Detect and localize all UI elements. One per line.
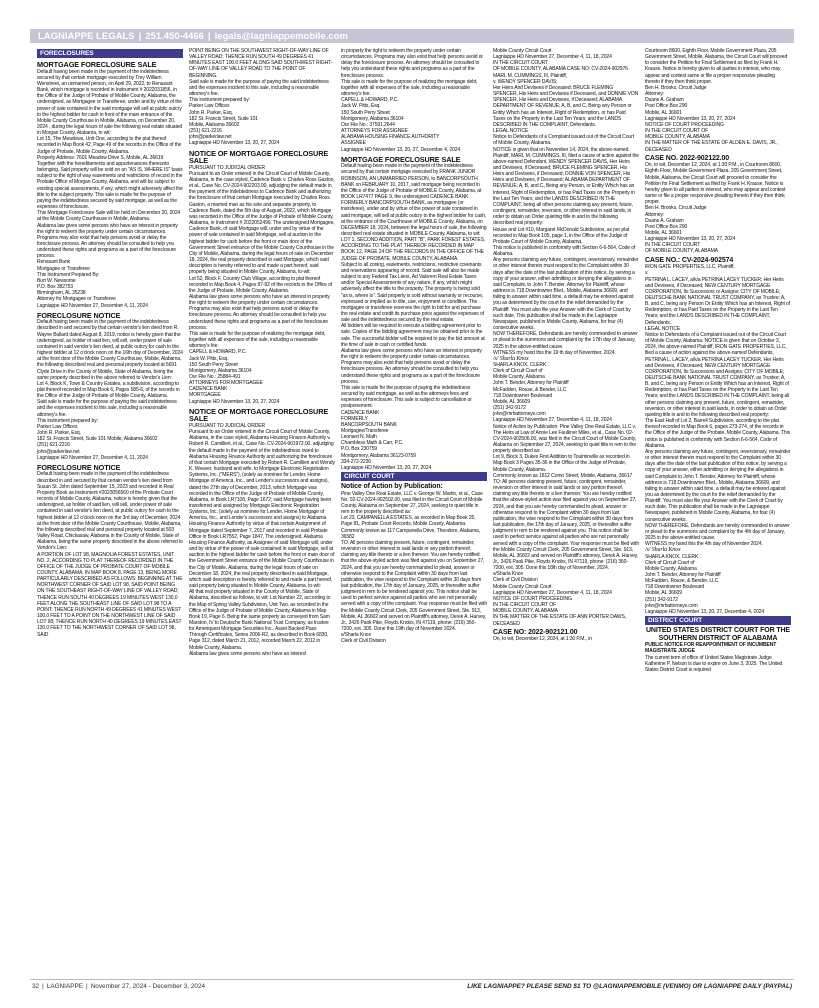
case-number: CASE NO.: CV-2024-902574 [645, 256, 734, 264]
notice-subheading: PUBLIC NOTICE FOR REAPPOINTMENT OF INCUMBENT MAGISTRATE JUDGE [645, 642, 777, 655]
notice-text: PURSUANT TO JUDICIAL ORDER Pursuant to an Order entered in the Circuit Court of Mobile County, Alabama, in the case styled, Alabama Housing Finance Authority v. Robert R. Camillieri, et al., Case No. CV-2024-901972.00, adjudging the default made in the payment of the indebtedness owed to Alabama Housing Finance Authority and authorizing the foreclosure of that certain Mortgage executed by Robert R. Camillieri and Wendy K. Weaver, husband and wife, to Mortgage Electronic Registration Systems, Inc. ("MERS"), (solely as nominee for Lender, Home Mortgage of America, Inc., and Lender's successors and assigns), dated the 27th day of December, 2013, which Mortgage was recorded in the Office of the Judge of Probate of Mobile County, Alabama, in Book LR7108, Page 1672; said Mortgage having been transferred and assigned by Mortgage Electronic Registration Systems, Inc. (solely as nominee for Lender, Home Mortgage of America, Inc., and Lender's successors and assigns) to Alabama Housing Finance Authority by virtue of that certain Assignment of Mortgage dated September 7, 2017 and recorded in said Probate Office in Book LR7552, Page 1847. The undersigned, Alabama Housing Finance Authority, as Assignee of said Mortgage will, under and by virtue of the power of sale contained in said Mortgage, sell at auction to the highest bidder for cash before the front or main door of the Government Street entrance of the Mobile County Courthouse in the City of Mobile, Alabama, during the legal hours of sale on December 18, 2024, the real property described in said Mortgage, which said description is hereby referred to and made a part hereof, said property being situated in Mobile County, Alabama, to-wit: [189, 422, 335, 590]
case-number: CASE NO: 2022-902121.00 [493, 628, 578, 636]
notice-signature: This instrument prepared by: Parker Law Offices John R. Parker, Esq. 182 St. Francis Street, Suite 101 Mobile, Alabama 36602 (251) 621-2216 john@parkerlaw.net [37, 417, 158, 455]
notice-text: On, to wit, December 12, 2024, at 1:30 P.M., in Courtroom 8600, Eighth Floor, Mobile Government Plaza, 205 Government Street, Mobile, Alabama, the Circuit Court will proceed to consider the Petition for Final Settlement as filed by Frank H. Krause. Notice is hereby given to all parties in interest, who may appear and contest same or file a proper responsive pleading thereto if they then think proper. Ben H. Brooks, Circuit Judge Attorney: Duane A. Graham Post Office Box 290 Mobile, AL 36601 [645, 162, 786, 236]
notice-text: Alabama law gives some persons who have an interest in property the right to redeem the property under certain circumstances. Programs may also exist that help persons avoid or delay the foreclosure process. An attorney should be consulted to help you understand these rights and programs as a part of the foreclosure process. [341, 347, 482, 385]
publication-tag: Lagniappe HD November 27, December 4, 11, 18, 2024 [493, 417, 612, 424]
footer-sep: | [42, 983, 44, 990]
publication-tag: Lagniappe HD November 13, 20, 27, 2024 [645, 115, 736, 122]
clerk-signature: /s/ Sharla Knox [493, 355, 529, 362]
column-4 [493, 48, 639, 978]
notice-text: Mobile County Circuit Court [493, 48, 552, 54]
column-1 [37, 48, 183, 978]
notice-text: This notice is published in conformity with Section 6-6-564, Code of Alabama. [493, 245, 636, 258]
notice-signature: Renasant Bank Mortgagee or Transferee This Instrument Prepared By: Burt W. Newsome P.O. Box 382753 Birmingham, AL 35238 Attorney for Mortgagee or Transferee [37, 259, 116, 303]
notice-text: Lot 15, The Meadows, Unit One, according to the plat thereof recorded in Map Book 42, Page 49 of the records in the Office of the Judge of Probate, Mobile County, Alabama. [37, 136, 182, 155]
notice-text: Lot 9, Block 3, Dukes First Addition to Toulminville as recorded in Map Book 3 Pages 35-36 in the Office of the Judge of Probate, Mobile County, Alabama. Commonly known as 1812 Como Street, Mobile, Alabama, 36617 [493, 454, 633, 479]
notice-text: Notice to Defendants of a Complaint issued out of the Circuit Court of Mobile County, Alabama. [493, 134, 634, 147]
section-foreclosures: FORECLOSURES [37, 49, 183, 58]
header-sep: | [138, 30, 142, 42]
notice-text: All that real property situated in the County of Mobile, State of Alabama, described as follows, to wit: Lot Number 22, according to the Map of Spring Valley Subdivision, Unit Two, as recorded in the Office of the Judge of Probate of Mobile County, Alabama in Map Book 19, Page 6. Being the same property as conveyed from Sam Marston, IV to Deutsche Bank National Trust Company, as trustee for Ameriquest Mortgage Securities Inc., Asset Backed Pass Through Certificates, Series 2006-R2, as described in Book 6830, Page 312, dated March 21, 2012, recorded March 22, 2012 in Mobile County, Alabama. [189, 589, 331, 651]
notice-text: Any persons claiming any future, contingent, reversionary, remainder or other interest therein must respond to the Complaint within 30 days after the date of the last publication of this notice, by serving a copy of your answer, either admitting or denying the allegations in said Complaint to John T. Bender, Attorney for Plaintiff, whose address is 718 Downtowner Blvd., Mobile, Alabama 36609, and failing to answer within said time, a default may be entered against you as determined by the court for the relief demanded by the Plaintiff. You must also file your Answer with the Clerk of Court by such date. This publication shall be made in the Lagniappe Newspaper, published in Mobile County, Alabama, for four (4) consecutive weeks. [645, 448, 791, 523]
publication-tag: Lagniappe HD November 27, December 4, 11, 2024 [37, 302, 148, 309]
publication-tag: Lagniappe HD November 13, 20, 27, 2024 [189, 140, 280, 147]
notice-text: Default having been made in the payment of the indebtedness described in and secured by that certain vendor's lien deed from R. Wayne Bullard dated August 8, 2019, notice is hereby given that the undersigned, as holder of said lien, will sell, under power of sale contained in said vendor's lien deed, at public outcry for cash to the highest bidder at 12 o'clock noon on the 16th day of December, 2024 at the front door of the Mobile County Courthouse, Mobile, Alabama, the following described real and personal property located at 5691 Clyde Drive in the County of Mobile, State of Alabama, being the same property described in the above referred to Vendor's Lien: [37, 319, 183, 381]
notice-text: Property Address: 7601 Meadow Drive S, Mobile, AL 36619 [37, 154, 164, 161]
notice-text: Alabama law gives some persons who have an interest in property the right to redeem the property under certain circumstances. Programs may also exist that help persons avoid or delay the foreclosure process. An attorney should be consulted to help you understand these rights and programs as a part of the foreclosure process. [189, 293, 330, 331]
notice-text: Notice of Action by Publication: Pine Valley One Real Estate, LLC v. The Heirs at Law of Annie Lee Faulkner Miles, et al., Case No. 02-CV-2024-902506.00, was filed in the Circuit Court of Mobile County, Alabama on September 27, 2024, seeking to quiet title in rem to the property described as: [493, 423, 637, 455]
column-3 [341, 48, 487, 978]
notice-text: Courtroom 8600, Eighth Floor, Mobile Government Plaza, 205 Government Street, Mobile, Alabama, the Circuit Court will proceed to consider the Petition for Final Settlement as filed by Frank H. Krause. Notice is hereby given to all parties in interest, who may appear and contest same or file a proper responsive pleading thereto if they then think proper. Ben H. Brooks, Circuit Judge Attorney: Duane A. Graham Post Office Box 290 Mobile, AL 36601 [645, 48, 788, 116]
case-caption: IN THE CIRCUIT COURT OF MOBILE COUNTY, ALABAMA [645, 242, 718, 255]
notice-text: Pine Valley One Real Estate, LLC v. George W. Martin, et al., Case No. 02-CV-2024-902502.00, was filed in the Circuit Court of Mobile County, Alabama on September 27, 2024, seeking to quiet title in rem to the property described as: [341, 490, 483, 516]
notice-text: Lot 4, Block K, Town & Country Estates, a subdivision, according to plat thereof recorded in Map Book 6, Pages 585-6, of the records in the Office of the Judge of Probate of Mobile County, Alabama. [37, 380, 180, 400]
notice-text: Notice to Defendants of a Complaint issued out of the Circuit Court of Mobile County, Alabama. NOTICE is given that on October 3, 2024, the above-named Plaintiff, IRON GATE PROPERTIES, LLC, filed a cause of action against the above-named Defendants, PETRINA L. LACEY, a/k/a PETRINA LACEY TUCKER, Her Heirs and Devisees, if Deceased; NEW CENTURY MORTGAGE CORPORATION, Its Successors and Assigns; CITY OF MOBILE; DEUTSCHE BANK NATIONAL TRUST COMPANY, as Trustee; A, B, and C, being any Person or Entity Which has an Interest, Right of Redemption, or has Paid Taxes on the Property in the Last Ten Years; and the LANDS DESCRIBED IN THE COMPLAINT, being all other persons claiming any present, future, contingent, remainder, reversion, or other interest in said lands, in order to obtain an Order quieting title in and to the following described real property: [645, 331, 790, 418]
footer-sep: | [86, 983, 88, 990]
case-caption: IN THE CIRCUIT COURT OF MOBILE COUNTY, ALABAMA CASE NO: CV-2024-902976 MARL M. CUMMINGS, III, Plaintiff, v. WENDY SPENCER DAVIS; Her Heirs And Devisees if Deceased; BRUCE FLEMING SPENCER, His Heirs and Devisees if Deceased, and DONNIE VON SPENCER, His Heirs and Devisees, if Deceased; ALABAMA DEPARTMENT OF REVENUE; A, B, and C, Being any Person or Entity Which has an Interest, Right of Redemption, or has Paid Taxes on the Property in the Last Ten Years; and the LANDS DESCRIBED IN THE COMPLAINT, Defendants. LEGAL NOTICE [493, 60, 639, 135]
notice-signature: This sale is made for the purpose of realizing the mortgage debt, together with all expenses of the sale, including a reasonable attorney's fee. CAPELL & HOWARD, P.C. Jack W. Pitts, Esq. 150 South Perry Street Montgomery, Alabama 36104 Our File No.: 25884-491 ATTORNEYS FOR MORTGAGEE CADENCE BANK MORTGAGEE [189, 330, 326, 399]
notice-text: Any persons claiming any future, contingent, reversionary, remainder or other interest therein must respond to the Complaint within 30 days after the date of the last publication of this notice, by serving a copy of your answer, either admitting or denying the allegations in said Complaint, to John T. Bender, Attorney for Plaintiff, whose address is 718 Downtowner Blvd., Mobile, Alabama 36609, and failing to answer within said time, a default may be entered against you as determined by the court for the relief demanded by the Plaintiff. You must also file your Answer with the Clerk of Court by such date. This publication shall be made in the Lagniappe Newspaper, published in Mobile County, Alabama, for four (4) consecutive weeks. [493, 257, 639, 332]
notice-signature: s/Sharla Knox Clerk of Civil Division Mobile County Circuit Court [493, 571, 552, 590]
notice-heading: NOTICE OF MORTGAGE FORECLOSURE SALE [189, 406, 329, 424]
notice-text: The East Half of Lot 2, Barrell Subdivision, according to the plat thereof recorded in Map Book 6, pages 273-274, of the records in the Office of the Judge of the Probate, Mobile County, Alabama. This notice is published in conformity with Section 6-6-564, Code of Alabama. [645, 418, 791, 449]
header-email[interactable]: legals@lagniappemobile.com [214, 30, 348, 42]
notice-text: On, to wit, December 12, 2024, at 1:30 P.M., in [493, 636, 592, 643]
notice-text: IRON GATE PROPERTIES, LLC, Plaintiff, v. PETRINA L. LACEY, a/k/a PETRINA LACEY TUCKER; Her Heirs and Devisees, if Deceased; NEW CENTURY MORTGAGE CORPORATION, Its Successors or Assigns; CITY OF MOBILE; DEUTSCHE BANK NATIONAL TRUST COMPANY, as Trustee; A, B, and C, being any Person Or Entity Which has an Interest, Right of Redemption, or has Paid Taxes on the Property in the Last Ten Years; and the LANDS DESCRIBED IN THE COMPLAINT, Defendants. LEGAL NOTICE [645, 264, 791, 332]
notice-signature: SHARLA KNOX, CLERK Clerk of Circuit Court of Mobile County, Alabama John T. Bender, Attorney for Plaintiff McFadden, Rouse, & Bender, LLC 718 Downtowner Boulevard Mobile, AL 36609 (251) 342-9172 john@mrbattorneys.com [493, 361, 569, 418]
notice-text: A PORTION OF LOT 98, MAGNOLIA FOREST ESTATES, UNIT NO. 2, ACCORDING TO PLAT THEREOF RECORDED IN THE OFFICE OF THE JUDGE OF PROBATE COURT OF MOBILE COUNTY, ALABAMA, IN MAP BOOK 8, PAGE 13, BEING MORE PARTICULARLY DESCRIBED AS FOLLOWS: BEGINNING AT THE NORTHWEST CORNER OF SAID LOT 98, SAID POINT BEING ON THE SOUTHEAST RIGHT-OF-WAY LINE OF VALLEY ROAD; THENCE RUN SOUTH 40 DEGREES 19 MINUTES WEST 130.0 FEET ALONG THE SOUTHEAST LINE OF SAID LOT 98 TO A POINT; THENCE RUN NORTH 49 DEGREES 41 MINUTES WEST 100.0 FEET TO A POINT ON THE NORTHWEST LINE OF SAID LOT 98; THENCE RUN NORTH 40 DEGREES 19 MINUTES EAST 130.0 FEET TO THE NORTHWEST CORNER OF SAID LOT 98, SAID [37, 551, 183, 638]
footer-dates: November 27, 2024 - December 3, 2024 [90, 983, 206, 990]
footer-paper: LAGNIAPPE [46, 983, 84, 990]
column-2 [189, 48, 335, 978]
notice-text: LOT 1, SECOND ADDITION, PART "B", PARK FOREST ESTATES, ACCORDING TO THE PLAT THEREOF RECORDED IN MAP BOOK 12, PAGE 24 OF THE RECORDS IN THE OFFICE OF THE JUDGE OF PROBATE, MOBILE COUNTY, ALABAMA. [341, 237, 486, 262]
page-number: 32 [32, 983, 40, 990]
publication-tag: Lagniappe HD November 27, December 4, 11, 18, 2024 [493, 54, 612, 61]
notice-text: Said sale is made for the purpose of paying the said indebtedness and the expenses incident to this sale, including a reasonable attorney's fee. [37, 399, 177, 418]
notice-text: Said sale is made for the purpose of paying the said indebtedness and the expenses incident to this sale, including a reasonable attorney's fee. [189, 78, 329, 98]
notice-heading: NOTICE OF MORTGAGE FORECLOSURE SALE [189, 148, 329, 166]
notice-text: All bidders will be required to execute a bidding agreement prior to sale. Copies of the bidding agreement may be obtained prior to the sale. The successful bidder will be required to pay the bid amount at the time of sale in cash or certified funds. [341, 323, 485, 348]
notice-signature: SHARLA KNOX, CLERK Clerk of Circuit Court of Mobile County, Alabama John T. Bender, Attorney for Plaintiff McFadden, Rouse, & Bender, LLC 718 Downtowner Boulevard Mobile, AL 36609 (251) 342-9172 john@mrbattorneys.com [645, 553, 721, 609]
publication-tag: Lagniappe HD November 13, 20, 27, 2024 [189, 398, 280, 405]
notice-text: Subject to all zoning, easements, restrictions, restrictive covenants and reservations appearing of record. Said sale will also be made subject to any Federal Tax Liens, Ad Valorem Real Estate Taxes and/or Special Assessments of any nature, if any, which might adversely affect the title to the property. The property is being sold "as is, where is". Said property is sold without warranty or recourse, expressed or implied as to title, use, enjoyment or condition. The mortgagee or transferee reserves the right to bid for and purchase the real estate and credit its purchase price against the expenses of sale and the indebtedness secured by the real estate. [341, 261, 484, 324]
notice-signature: s/Sharla Knox Clerk of Civil Division [341, 632, 386, 645]
page-footer [30, 979, 794, 993]
header-sep: | [207, 30, 211, 42]
notice-text: Alabama law gives some persons who have an interest in property the right to redeem the property under certain circumstances. Programs may also exist that help persons avoid or delay the foreclosure process. An attorney should be consulted to help you understand these rights and programs as a part of the foreclosure process. [37, 222, 178, 260]
notice-heading: FORECLOSURE NOTICE [37, 310, 121, 320]
page-header [30, 29, 794, 43]
notice-heading: UNITED STATES DISTRICT COURT FOR THE SOUTHERN DISTRICT OF ALABAMA [646, 627, 790, 642]
footer-promo: LIKE LAGNIAPPE? PLEASE SEND $1 TO @LAGNIAPPEMOBILE (VENMO) OR LAGNIAPPE DAILY (PAYPAL) [467, 983, 792, 990]
notice-text: Together with the hereditaments and appurtenances thereunto belonging. Said property will be sold on an "AS IS, WHERE IS" basis subject to the right of way easements and restrictions of record in the Probate Office of Morgan County, Alabama, and will be subject to existing special assessments, if any, which might adversely affect the title to the subject property. This sale is made for the purpose of paying the indebtedness secured by said mortgage, as well as the expenses of foreclosure. [37, 160, 183, 211]
notice-heading: MORTGAGE FORECLOSURE SALE [341, 154, 461, 164]
notice-heading: MORTGAGE FORECLOSURE SALE [37, 60, 157, 69]
notice-text: NOTICE is given that on November 14, 2024, the above-named Plaintiff, MARL M. CUMMINGS, III, filed a cause of action against the above-named Defendant, WENDY SPENCER DAVIS, Her Heirs and Devisees, if Deceased; BRUCE FLEMING SPENCER, His Heirs and Devisees, if Deceased; DONNIE VON SPENCER, His Heirs and Devisees, if Deceased; ALABAMA DEPARTMENT OF REVENUE; A, B, and C, Being any Person, or Entity Which has an Interest, Right of Redemption, or has Paid Taxes on the Property in the Last Ten Years; and the LANDS DESCRIBED IN THE COMPLAINT, being all other persons claiming any present, future, contingent, remainder, reversion, or other interest in said lands, in order to obtain an Order quieting title in and to the following described real property: [493, 146, 639, 227]
notice-text: POINT BEING ON THE SOUTHWEST RIGHT-OF-WAY LINE OF VALLEY ROAD; THENCE RUN SOUTH 49 DEGREES 41 MINUTES EAST 100.0 FEET ALONG SAID SOUTHWEST RIGHT-OF-WAY LINE OF VALLEY ROAD TO THE POINT OF BEGINNING. [189, 48, 333, 79]
notice-text: NOW THEREFORE, Defendants are hereby commanded to answer or plead to the summons and complaint by the 17th day of January, 2025 in the above-entitled cause. [493, 331, 638, 350]
notice-text: House and Lot #10, Margaret McDonald Subdivision, as per plat recorded in Map Book 105, page 1, in the Office of the Judge of Probate Court of Mobile County, Alabama. [493, 226, 630, 245]
publication-tag: Lagniappe HD November 27, December 4, 11, 18, 2024 [493, 589, 612, 596]
notice-signature: This sale is made for the purpose of realizing the mortgage debt, together with all expenses of the sale, including a reasonable attorney's fee. CAPELL & HOWARD, P.C. Jack W. Pitts, Esq. 150 South Perry Street Montgomery, Alabama 36104 Our File No.: 37591.2644 ATTORNEYS FOR ASSIGNEE ALABAMA HOUSING FINANCE AUTHORITY ASSIGNEE [341, 78, 478, 147]
notice-text: in property the right to redeem the property under certain circumstances. Programs may also exist that help persons avoid or delay the foreclosure process. An attorney should be consulted to help you understand these rights and programs as a part of the foreclosure process. [341, 48, 483, 79]
notice-text: Default having been made in the payment of the indebtedness secured by that certain mortgage executed by FRANK JUNIOR ROBINSON, AN UNMARRIED PERSON, to BANCORPSOUTH BANK on FEBRUARY 10, 2017, said mortgage being recorded in the Office of the Judge of Probate of MOBILE County, Alabama, at BOOK LR7477 PAGE 9, the undersigned CADENCE BANK FORMERLY BANCORPSOUTH BANK, as mortgagee (or transferee), under and by virtue of the power of sale contained in said mortgage, will sell at public outcry to the highest bidder for cash, at the entrance of the Courthouse of MOBILE County, Alabama, on DECEMBER 18, 2024, between the legal hours of sale, the following described real estate situated in MOBILE County, Alabama, to wit: [341, 163, 487, 237]
notice-text: Lot 52, Block F, Country Club Village, according to plat thereof recorded in Map Book 4, Pages 87-92 of the records in the Office of the Judge of Probate, Mobile County, Alabama. [189, 275, 333, 294]
notice-text: PURSUANT TO JUDICIAL ORDER Pursuant to an Order entered in the Circuit Court of Mobile County, Alabama, in the case styled, Cadence Bank v. Charles Ross Gaston, et al., Case No. CV-2024-902203.00, adjudging the default made in the payment of the indebtedness to Cadence Bank and authorizing the foreclosure of that certain Mortgage executed by Charles Ross Gaston, a married man as his sole and separate property, to Cadence Bank, dated the 5th day of August, 2022, which Mortgage was recorded in the Office of the Judge of Probate of Mobile County, Alabama, in Instrument # 2022052499. The undersigned Mortgagee, Cadence Bank, of said Mortgage will, under and by virtue of the power of sale contained in said Mortgage, sell at auction to the highest bidder for cash before the front or main door of the Government Street entrance of the Mobile County Courthouse in the City of Mobile, Alabama, during the legal hours of sale on December 18, 2024, the real property described in said Mortgage, which said description is hereby referred to and made a part hereof, said property being situated in Mobile County, Alabama, to-wit: [189, 164, 335, 276]
publication-tag: Lagniappe HD November 13, 20, 27, 2024 [645, 236, 736, 243]
header-brand: LAGNIAPPE LEGALS [38, 30, 135, 42]
notice-text: Default having been made in the payment of the indebtedness described in and secured by that certain vendor's lien deed from Susan St. John dated September 15, 2023 and recorded in Real Property Book as Instrument #2023056560 of the Probate Court records of Mobile County, Alabama, notice is hereby given that the undersigned, as holder of said lien, will sell, under power of sale contained in said vendor's lien deed, at public outcry for cash to the highest bidder at 12 o'clock noon on the 3rd day of December, 2024 at the front door of the Mobile County Courthouse, Mobile, Alabama, the following described real and personal property located at 503 Valley Road, Chickasaw, Alabama in the County of Mobile, State of Alabama, being the same property described in the above referred to Vendor's Lien: [37, 471, 183, 552]
column-5 [645, 48, 791, 978]
case-caption: NOTICE OF COURT PROCEEDING IN THE CIRCUIT COURT OF MOBILE COUNTY, ALABAMA IN THE MATTER OF THE ESTATE OF ALDEN E. DAVIS, JR., DECEASED [645, 121, 778, 153]
notice-signature: This sale is made for the purpose of paying the indebtedness secured by said mortgage, as well as the attorneys fees and expenses of foreclosure. This sale is subject to cancellation or postponement. CADENCE BANK FORMERLY BANCORPSOUTH BANK Mortgagee/Transferee Leonard N. Math Chambless Math & Carr, P.C. P.O. Box 230759 Montgomery, Alabama 36123-0759 334-272-2230 [341, 384, 472, 465]
notice-signature: This instrument prepared by: Parker Law Offices John R. Parker, Esq. 182 St. Francis Street, Suite 101 Mobile, Alabama 36602 (251) 621-2216 john@parkerlaw.net [189, 97, 258, 141]
publication-tag: Lagniappe HD November 13, 20, 27, 2024 [341, 464, 432, 471]
case-number: CASE NO. 2022-902122.00 [645, 154, 730, 162]
notice-text: TO: All persons claiming present, future, contingent, remainder, reversion or other interest in said lands or any portion thereof, claiming any title thereto or a lien thereon: You are hereby notified that the above-styled action was filed against you on September 27, 2024, and that you are hereby commanded to plead, answer or otherwise respond to the Complaint within 30 days from last publication, the wise respond to the Complaint within 30 days from last publication, the 17th day of January, 2025, or thereafter suffer judgment in rem to be rendered against you. This notice shall be used to perfect service against all parties who are not personally served with a copy of the complaint. Your response must be filed with the Mobile County Circuit Clerk, 205 Government Street, Ste. 913, Mobile, AL 36602 and served on Plaintiff's attorney, Derek A. Harvey, Jr., 3426 Paoli Pike, Floyds Knobs, IN 47119, phone: (216) 360-7200, ext. 305. Done this 18th day of November, 2024. [493, 478, 639, 572]
notice-heading: Notice of Action by Publication: [341, 483, 443, 491]
notice-text: Alabama law gives some persons who have an interest [189, 650, 307, 657]
clerk-signature: /s/ Sharla Knox [645, 547, 681, 554]
notice-text: Default having been made in the payment of the indebtedness secured by that certain mortgage executed by Trey William Wenstreet, an unmarried person, on April 29, 2022, to Renasant Bank, which mortgage is recorded in Instrument # 2022031856, in the Office of the Judge of Probate of Mobile County, Alabama, the undersigned, as Mortgagee or Transferee, under and by virtue of the power of sale contained in the said mortgage will sell at public outcry to the highest bidder for cash in front of the main entrance of the Mobile County Courthouse in Mobile, Alabama, on December 20, 2024 , during the legal hours of sale the following real estate situated in Morgan County, Alabama, to wit: [37, 68, 183, 137]
case-caption: NOTICE OF COURT PROCEEDING IN THE CIRCUIT COURT OF MOBILE COUNTY, ALABAMA IN THE MATTER OF THE ESTATE OF ANN PORTER DAWS, DECEASED [493, 595, 626, 627]
section-district-court: DISTRICT COURT [645, 616, 791, 625]
notice-text: The current term of office of United States Magistrate Judge Katherine P. Nelson is due to expire on June 3, 2025. The United States District Court is required [645, 654, 783, 673]
legal-columns [37, 48, 794, 978]
publication-tag: Lagniappe HD November 13, 20, 27, December 4, 2024 [341, 146, 461, 153]
notice-text: TO: All persons claiming present, future, contingent, remainder, reversion or other interest in said lands or any portion thereof, claiming any title thereto or a lien thereon: You are hereby notified that the above-styled action was filed against you on September 27, 2024, and that you are hereby commanded to plead, answer or otherwise respond to the Complaint within 30 days from last publication, the wise respond to the Complaint within 30 days from last publication, the 17th day of January, 2025, or thereafter suffer judgment in rem to be rendered against you. This notice shall be used to perfect service against all parties who are not personally served with a copy of the complaint. Your response must be filed with the Mobile County Circuit Clerk, 205 Government Street, Ste. 913, Mobile, AL 36602 and served on Plaintiff's attorney, Derek A. Harvey, Jr., 3426 Paoli Pike, Floyds Knobs, IN 47119, phone: (216) 360-7200, ext. 305. Done this 19th day of November 2024. [341, 539, 487, 633]
section-circuit-court: CIRCUIT COURT [341, 472, 487, 481]
notice-text: WITNESS my hand this the 4th day of November 2024. [645, 541, 763, 548]
notice-text: NOW THEREFORE, Defendants are hereby commanded to answer or plead to the summons and complaint by the 4th day of January, 2025 in the above-entitled cause. [645, 522, 790, 542]
notice-text: Lot 23, CAMPANELLA ESTATES, as recorded in Map Book 25, Page 81, Probate Court Records, Mobile County, Alabama. Commonly known as 117 Campanella Drive, Theodore, Alabama, 36582 [341, 515, 481, 540]
header-phone: 251.450-4466 [145, 30, 204, 42]
notice-text: This Mortgage Foreclosure Sale will be held on December 20, 2024 at the Mobile County Courthouse in Mobile, Alabama. [37, 210, 181, 223]
notice-text: WITNESS my hand this the 19 th day of November, 2024. [493, 349, 616, 356]
publication-tag: Lagniappe HD November 13, 20, 27, December 4, 2024 [645, 608, 765, 615]
notice-heading: FORECLOSURE NOTICE [37, 462, 121, 472]
publication-tag: Lagniappe HD November 27, December 4, 11, 2024 [37, 454, 148, 461]
